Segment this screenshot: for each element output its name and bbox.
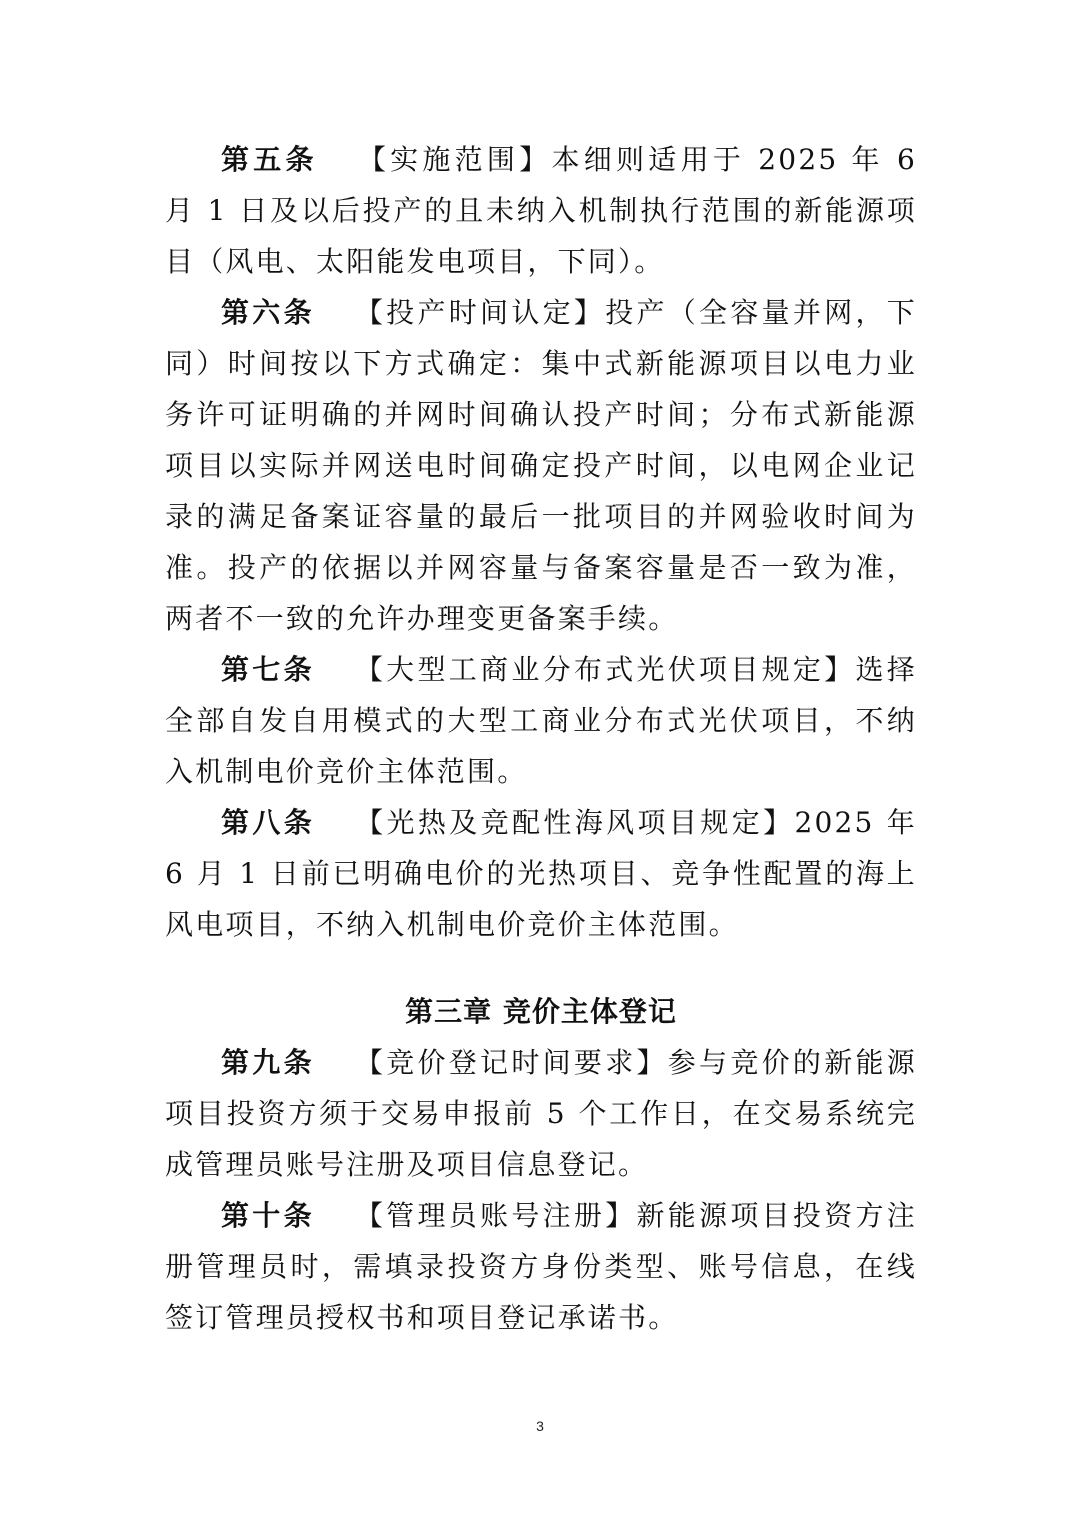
article-text: 【实施范围】本细则适用于 2025 年 6 月 1 日及以后投产的且未纳入机制执行范围的新能源项目（风电、太阳能发电项目，下同）。 bbox=[165, 143, 917, 278]
chapter-heading: 第三章 竞价主体登记 bbox=[405, 995, 677, 1028]
article-6 bbox=[165, 287, 917, 644]
article-text: 【竞价登记时间要求】参与竞价的新能源项目投资方须于交易申报前 5 个工作日，在交易系统完成管理员账号注册及项目信息登记。 bbox=[165, 1046, 917, 1181]
article-number: 第六条 bbox=[221, 296, 315, 329]
article-5 bbox=[165, 134, 917, 287]
article-8 bbox=[165, 797, 917, 950]
page-number: 3 bbox=[536, 1418, 544, 1434]
article-text: 【大型工商业分布式光伏项目规定】选择全部自发自用模式的大型工商业分布式光伏项目，不纳入机制电价竞价主体范围。 bbox=[165, 653, 917, 788]
article-number: 第七条 bbox=[221, 653, 315, 686]
article-10 bbox=[165, 1190, 917, 1343]
article-number: 第十条 bbox=[221, 1199, 315, 1232]
article-text: 【投产时间认定】投产（全容量并网，下同）时间按以下方式确定：集中式新能源项目以电力业务许可证明确的并网时间确认投产时间；分布式新能源项目以实际并网送电时间确定投产时间，以电网企业记录的满足备案证容量的最后一批项目的并网验收时间为准。投产的依据以并网容量与备案容量是否一致为准，两者不一致的允许办理变更备案手续。 bbox=[165, 296, 917, 635]
article-9 bbox=[165, 1037, 917, 1190]
article-text: 【管理员账号注册】新能源项目投资方注册管理员时，需填录投资方身份类型、账号信息，在线签订管理员授权书和项目登记承诺书。 bbox=[165, 1199, 917, 1334]
article-number: 第五条 bbox=[221, 143, 318, 176]
article-number: 第八条 bbox=[221, 806, 316, 839]
document-body bbox=[165, 134, 917, 1343]
article-number: 第九条 bbox=[221, 1046, 315, 1079]
article-text: 【光热及竞配性海风项目规定】2025 年 6 月 1 日前已明确电价的光热项目、竞争性配置的海上风电项目，不纳入机制电价竞价主体范围。 bbox=[165, 806, 917, 941]
article-7 bbox=[165, 644, 917, 797]
